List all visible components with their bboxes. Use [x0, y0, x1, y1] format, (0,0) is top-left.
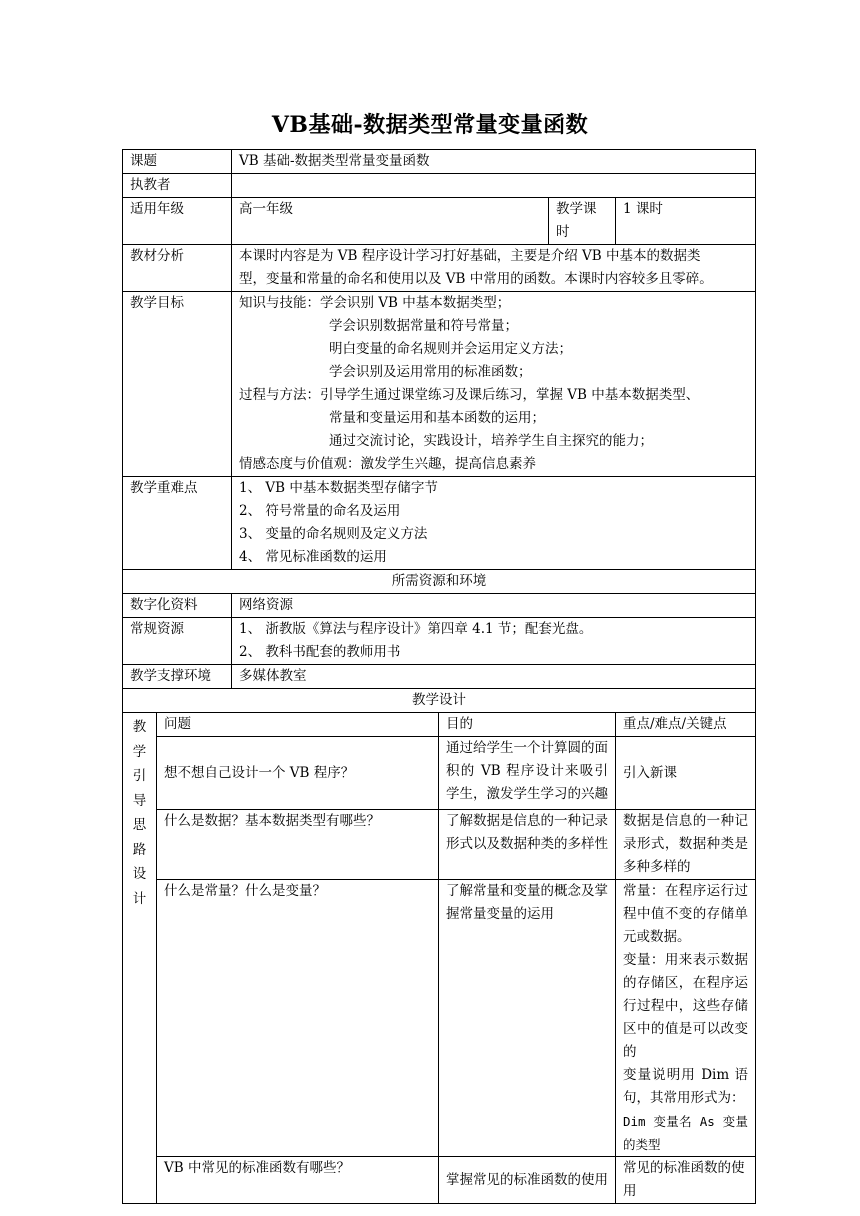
design-question: VB 中常见的标准函数有哪些？: [157, 1157, 439, 1204]
goals-text: [232, 292, 756, 477]
design-purpose: 掌握常见的标准函数的使用: [439, 1157, 616, 1204]
design-header-key: 重点/难点/关键点: [616, 713, 756, 737]
digital-value: 网络资源: [232, 594, 756, 618]
resources-section-title: 所需资源和环境: [123, 570, 756, 594]
design-question: 什么是数据？基本数据类型有哪些？: [157, 810, 439, 880]
table-row: [123, 880, 756, 1157]
regular-resource-line: 2、 教科书配套的教师用书: [239, 644, 401, 660]
design-key: 数据是信息的一种记录形式，数据种类是多种多样的: [616, 810, 756, 880]
goal-line: 知识与技能：学会识别 VB 中基本数据类型；: [239, 295, 511, 311]
key-point-item: 3、 变量的命名规则及定义方法: [239, 526, 428, 542]
analysis-label: 教材分析: [123, 245, 232, 292]
key-line: Dim 变量名 As 变量的类型: [623, 1114, 749, 1152]
design-purpose: 了解常量和变量的概念及掌握常量变量的运用: [439, 880, 616, 1157]
goals-label: 教学目标: [123, 292, 232, 477]
analysis-text: [232, 245, 756, 292]
lesson-plan-table: [122, 149, 756, 1204]
key-line: 变量说明用 Dim 语句，其常用形式为：: [623, 1067, 749, 1106]
side-label-char: 学: [132, 743, 147, 760]
key-points-label: 教学重难点: [123, 477, 232, 570]
hours-label: 教学课时: [549, 198, 616, 245]
table-row: [123, 810, 756, 880]
goal-line: 通过交流讨论，实践设计，培养学生自主探究的能力；: [329, 433, 653, 449]
design-key: [616, 880, 756, 1157]
hours-value: 1 课时: [616, 198, 756, 245]
teacher-value: [232, 174, 756, 198]
design-key: 引入新课: [616, 737, 756, 810]
side-label-char: 教: [132, 719, 147, 735]
topic-label: 课题: [123, 150, 232, 174]
goal-line: 明白变量的命名规则并会运用定义方法；: [329, 341, 572, 357]
goal-line: 情感态度与价值观：激发学生兴趣，提高信息素养: [239, 456, 536, 472]
design-section-title: 教学设计: [123, 689, 756, 713]
teacher-label: 执教者: [123, 174, 232, 198]
table-row: [123, 1157, 756, 1204]
goal-line: 常量和变量运用和基本函数的运用；: [329, 410, 545, 426]
environment-value: 多媒体教室: [232, 665, 756, 689]
goal-line: 学会识别及运用常用的标准函数；: [329, 364, 532, 380]
design-header-purpose: 目的: [439, 713, 616, 737]
goal-line: 学会识别数据常量和符号常量；: [329, 318, 518, 334]
key-point-item: 1、 VB 中基本数据类型存储字节: [239, 480, 438, 496]
grade-value: 高一年级: [232, 198, 549, 245]
side-label-char: 导: [132, 792, 147, 809]
digital-label: 数字化资料: [123, 594, 232, 618]
analysis-line: 型，变量和常量的命名和使用以及 VB 中常用的函数。本课时内容较多且零碎。: [239, 271, 713, 287]
key-point-item: 2、 符号常量的命名及运用: [239, 503, 401, 519]
side-label-char: 设: [132, 866, 147, 882]
side-label-char: 路: [132, 841, 147, 858]
design-purpose: 了解数据是信息的一种记录形式以及数据种类的多样性: [439, 810, 616, 880]
side-label-char: 引: [132, 768, 147, 784]
regular-value: [232, 618, 756, 665]
goal-line: 过程与方法：引导学生通过课堂练习及课后练习，掌握 VB 中基本数据类型、: [239, 387, 700, 403]
design-side-label: [123, 713, 157, 1204]
design-header-question: 问题: [157, 713, 439, 737]
grade-label: 适用年级: [123, 198, 232, 245]
document-title: VB基础-数据类型常量变量函数: [271, 112, 589, 138]
design-key: 常见的标准函数的使用: [616, 1157, 756, 1204]
key-line: 变量：用来表示数据的存储区，在程序运行过程中，这些存储区中的值是可以改变的: [623, 952, 749, 1060]
side-label-char: 计: [132, 890, 147, 907]
regular-resource-line: 1、 浙教版《算法与程序设计》第四章 4.1 节；配套光盘。: [239, 621, 593, 637]
topic-value: VB 基础-数据类型常量变量函数: [232, 150, 756, 174]
analysis-line: 本课时内容是为 VB 程序设计学习打好基础，主要是介绍 VB 中基本的数据类: [239, 248, 701, 264]
key-points-list: [232, 477, 756, 570]
key-line: 常量：在程序运行过程中值不变的存储单元或数据。: [623, 883, 749, 945]
design-purpose: 通过给学生一个计算圆的面积的 VB 程序设计来吸引学生，激发学生学习的兴趣: [439, 737, 616, 810]
design-question: 想不想自己设计一个 VB 程序？: [157, 737, 439, 810]
side-label-char: 思: [132, 817, 147, 833]
environment-label: 教学支撑环境: [123, 665, 232, 689]
design-question: 什么是常量？什么是变量？: [157, 880, 439, 1157]
regular-label: 常规资源: [123, 618, 232, 665]
key-point-item: 4、 常见标准函数的运用: [239, 549, 387, 565]
table-row: [123, 737, 756, 810]
